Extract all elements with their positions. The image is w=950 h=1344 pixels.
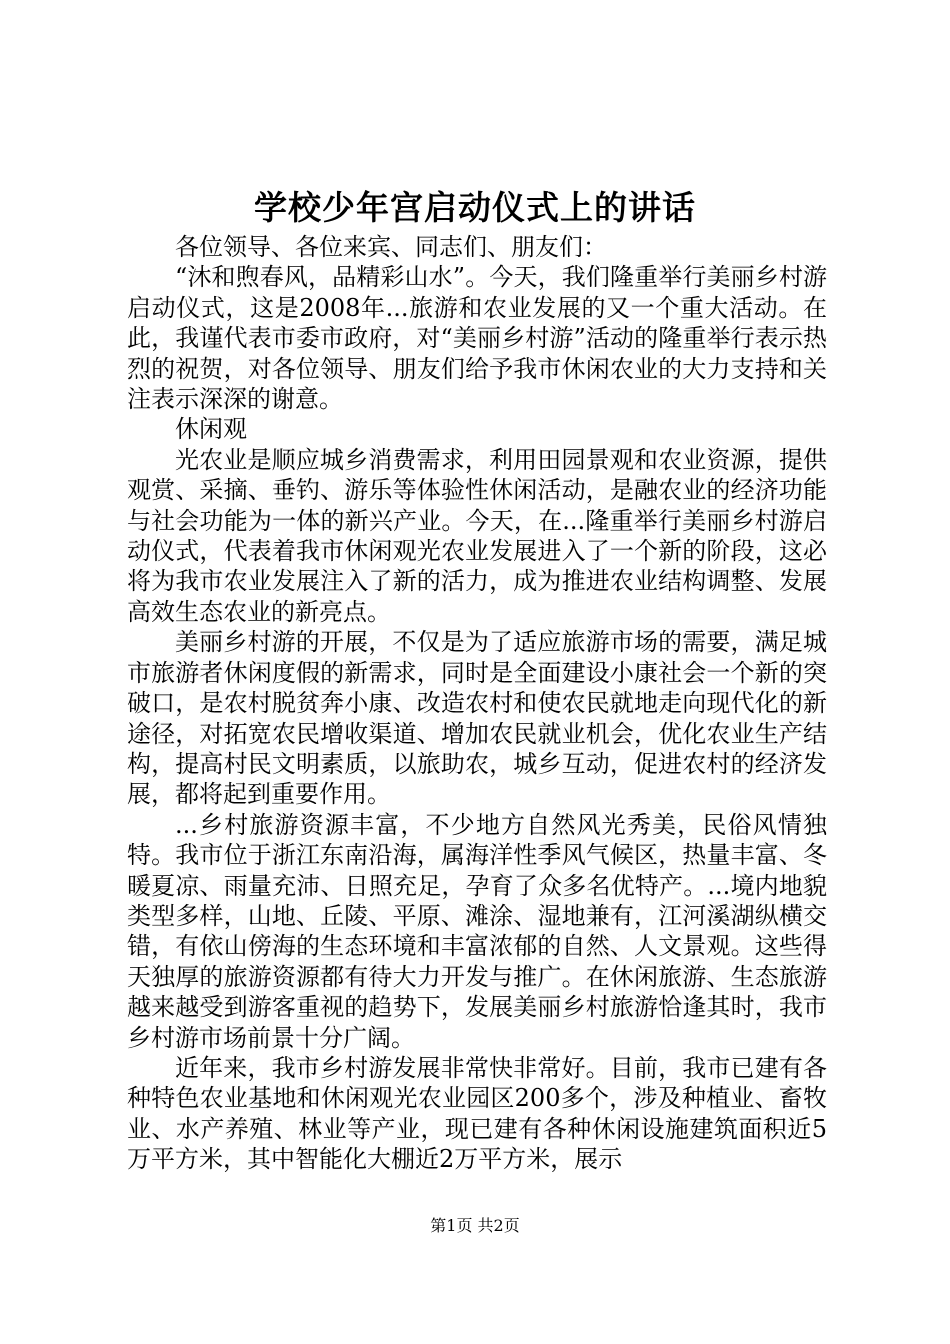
document-body xyxy=(127,232,827,1175)
paragraph-opening: “沐和煦春风，品精彩山水”。今天，我们隆重举行美丽乡村游启动仪式，这是2008年...旅游和农业发展的又一个重大活动。在此，我谨代表市委市政府，对“美丽乡村游”活动的隆重举行表示热烈的祝贺，对各位领导、朋友们给予我市休闲农业的大力支持和关注表示深深的谢意。 xyxy=(127,263,827,414)
paragraph-leisure-agriculture: 光农业是顺应城乡消费需求，利用田园景观和农业资源，提供观赏、采摘、垂钓、游乐等体验性休闲活动，是融农业的经济功能与社会功能为一体的新兴产业。今天，在...隆重举行美丽乡村游启动仪式，代表着我市休闲观光农业发展进入了一个新的阶段，这必将为我市农业发展注入了新的活力，成为推进农业结构调整、发展高效生态农业的新亮点。 xyxy=(127,445,827,626)
paragraph-fragment: 休闲观 xyxy=(175,415,247,444)
paragraph-significance: 美丽乡村游的开展，不仅是为了适应旅游市场的需要，满足城市旅游者休闲度假的新需求，同时是全面建设小康社会一个新的突破口，是农村脱贫奔小康、改造农村和使农民就地走向现代化的新途径，对拓宽农民增收渠道、增加农民就业机会，优化农业生产结构，提高村民文明素质，以旅助农，城乡互动，促进农村的经济发展，都将起到重要作用。 xyxy=(127,628,827,809)
paragraph-development: 近年来，我市乡村游发展非常快非常好。目前，我市已建有各种特色农业基地和休闲观光农业园区200多个，涉及种植业、畜牧业、水产养殖、林业等产业，现已建有各种休闲设施建筑面积近5万平方米，其中智能化大棚近2万平方米，展示 xyxy=(127,1053,827,1174)
document-title: 学校少年宫启动仪式上的讲话 xyxy=(254,188,696,227)
paragraph-greeting: 各位领导、各位来宾、同志们、朋友们： xyxy=(175,233,607,261)
paragraph-resources: ...乡村旅游资源丰富，不少地方自然风光秀美，民俗风情独特。我市位于浙江东南沿海，属海洋性季风气候区，热量丰富、冬暖夏凉、雨量充沛、日照充足，孕育了众多名优特产。...境内地貌类型多样，山地、丘陵、平原、滩涂、湿地兼有，江河溪湖纵横交错，有依山傍海的生态环境和丰富浓郁的自然、人文景观。这些得天独厚的旅游资源都有待大力开发与推广。在休闲旅游、生态旅游越来越受到游客重视的趋势下，发展美丽乡村旅游恰逢其时，我市乡村游市场前景十分广阔。 xyxy=(127,810,827,1052)
page-footer: 第1页 共2页 xyxy=(430,1216,520,1235)
